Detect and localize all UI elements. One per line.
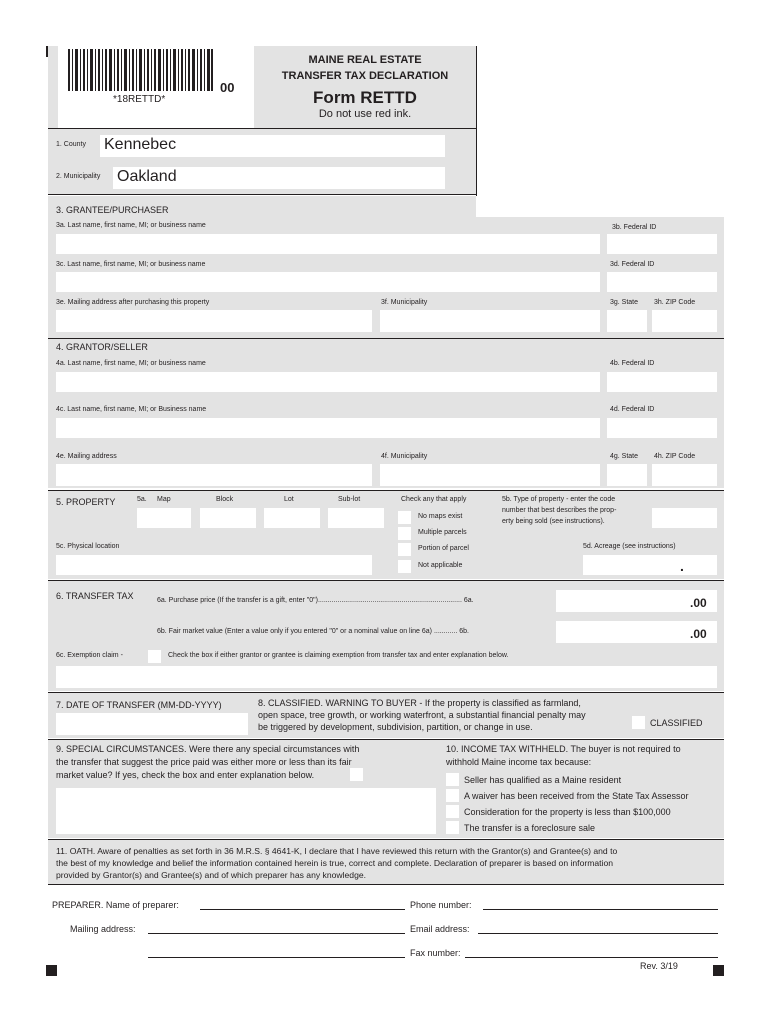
- grantee-zip-label: 3h. ZIP Code: [654, 299, 696, 306]
- header-divider: [48, 128, 476, 129]
- municipality-value: Oakland: [117, 168, 177, 185]
- grantee-fed1-label: 3b. Federal ID: [612, 224, 657, 231]
- oath-bottom-rule: [48, 884, 724, 885]
- special-line2: the transfer that suggest the price paid was either more or less than its fair: [56, 757, 352, 767]
- oath-line2: the best of my knowledge and belief the information contained herein is true, correct and complete. Declaration of preparer is based on information: [56, 858, 613, 868]
- exempt-label: 6c. Exemption claim -: [56, 652, 123, 659]
- grantor-heading: 4. GRANTOR/SELLER: [56, 342, 148, 352]
- title-line1: MAINE REAL ESTATE: [308, 54, 422, 66]
- grantor-name2-field[interactable]: [56, 418, 600, 438]
- resident-checkbox[interactable]: [446, 773, 459, 786]
- type-line1: 5b. Type of property - enter the code: [502, 496, 616, 503]
- not-applicable-checkbox[interactable]: [398, 560, 411, 573]
- revision: Rev. 3/19: [640, 961, 678, 971]
- waiver-label: A waiver has been received from the State Tax Assessor: [464, 791, 689, 801]
- sublot-label: Sub-lot: [338, 496, 361, 503]
- grantor-muni-label: 4f. Municipality: [381, 453, 428, 460]
- grantee-state-label: 3g. State: [610, 299, 639, 306]
- no-maps-label: No maps exist: [418, 513, 463, 520]
- grantee-muni-label: 3f. Municipality: [381, 299, 428, 306]
- no-maps-checkbox[interactable]: [398, 511, 411, 524]
- grantee-mail-field[interactable]: [56, 310, 372, 332]
- location-field[interactable]: [56, 555, 372, 575]
- classified-box-label: CLASSIFIED: [650, 718, 703, 728]
- date-transfer-label: 7. DATE OF TRANSFER (MM-DD-YYYY): [56, 700, 222, 710]
- exempt-text: Check the box if either grantor or grantee is claiming exemption from transfer tax and enter explanation below.: [168, 652, 509, 659]
- grantor-muni-field[interactable]: [380, 464, 600, 486]
- grantor-fed1-field[interactable]: [607, 372, 717, 392]
- grantor-state-label: 4g. State: [610, 453, 639, 460]
- exempt-checkbox[interactable]: [148, 650, 161, 663]
- resident-label: Seller has qualified as a Maine resident: [464, 775, 622, 785]
- portion-parcel-checkbox[interactable]: [398, 543, 411, 556]
- classified-checkbox[interactable]: [632, 716, 645, 729]
- grantee-fed2-label: 3d. Federal ID: [610, 261, 655, 268]
- form-name: Form RETTD: [313, 88, 417, 107]
- header-right-border: [476, 46, 477, 218]
- check-any-label: Check any that apply: [401, 496, 467, 503]
- title-line2: TRANSFER TAX DECLARATION: [281, 70, 449, 82]
- acreage-label: 5d. Acreage (see instructions): [583, 543, 676, 550]
- phone-label: Phone number:: [410, 900, 472, 910]
- special-line1: 9. SPECIAL CIRCUMSTANCES. Were there any special circumstances with: [56, 744, 360, 754]
- preparer-name-label: PREPARER. Name of preparer:: [52, 900, 179, 910]
- oath-line1: 11. OATH. Aware of penalties as set forth in 36 M.R.S. § 4641-K, I declare that I have reviewed this return with the Grantor(s) and Grantee(s) and to: [56, 846, 618, 856]
- barcode-icon: [68, 49, 213, 91]
- transfer-tax-heading: 6. TRANSFER TAX: [56, 591, 134, 601]
- grantee-name2-field[interactable]: [56, 272, 600, 292]
- grantor-fed1-label: 4b. Federal ID: [610, 360, 655, 367]
- consideration-checkbox[interactable]: [446, 805, 459, 818]
- not-applicable-label: Not applicable: [418, 562, 463, 569]
- acreage-dot: .: [680, 558, 684, 574]
- block-field[interactable]: [200, 508, 256, 528]
- grantor-mail-label: 4e. Mailing address: [56, 453, 117, 460]
- location-label: 5c. Physical location: [56, 543, 120, 550]
- fax-line[interactable]: [465, 957, 718, 958]
- purchase-price-label: 6a. Purchase price (If the transfer is a gift, enter "0").......................................................................... 6a.: [157, 597, 474, 604]
- map-prefix: 5a.: [137, 496, 147, 503]
- income-line1: 10. INCOME TAX WITHHELD. The buyer is not required to: [446, 744, 681, 754]
- grantor-mail-field[interactable]: [56, 464, 372, 486]
- grantor-name1-label: 4a. Last name, first name, MI; or business name: [56, 360, 206, 367]
- grantee-heading: 3. GRANTEE/PURCHASER: [56, 205, 169, 215]
- fmv-label: 6b. Fair market value (Enter a value only if you entered "0" or a nominal value on line 6a) ............ 6b.: [157, 628, 469, 635]
- grantee-mail-label: 3e. Mailing address after purchasing this property: [56, 299, 210, 306]
- property-heading: 5. PROPERTY: [56, 497, 116, 507]
- special-checkbox[interactable]: [350, 768, 363, 781]
- preparer-mail-line2[interactable]: [148, 957, 405, 958]
- header-bottom-rule: [48, 194, 476, 195]
- block-label: Block: [216, 496, 234, 503]
- oath-line3: provided by Grantor(s) and Grantee(s) and of which preparer has any knowledge.: [56, 870, 367, 880]
- preparer-mail-line[interactable]: [148, 933, 405, 934]
- grantor-zip-field[interactable]: [652, 464, 717, 486]
- classified-line3: be triggered by development, subdivision, partition, or change in use.: [258, 722, 533, 732]
- county-value: Kennebec: [104, 136, 177, 153]
- grantor-fed2-label: 4d. Federal ID: [610, 406, 655, 413]
- barcode-number: 00: [220, 80, 235, 95]
- special-explanation-field[interactable]: [56, 788, 436, 834]
- phone-line[interactable]: [483, 909, 718, 910]
- classified-line1: 8. CLASSIFIED. WARNING TO BUYER - If the property is classified as farmland,: [258, 698, 581, 708]
- grantee-name1-label: 3a. Last name, first name, MI; or business name: [56, 222, 206, 229]
- fmv-cents: .00: [690, 627, 707, 641]
- email-label: Email address:: [410, 924, 470, 934]
- acreage-field[interactable]: [583, 555, 717, 575]
- type-line2: number that best describes the prop-: [502, 507, 617, 514]
- ink-note: Do not use red ink.: [318, 108, 412, 120]
- corner-mark-bottom-left: [46, 965, 57, 976]
- consideration-label: Consideration for the property is less than $100,000: [464, 807, 671, 817]
- property-type-field[interactable]: [652, 508, 717, 528]
- foreclosure-label: The transfer is a foreclosure sale: [464, 823, 596, 833]
- special-line3: market value? If yes, check the box and enter explanation below.: [56, 770, 315, 780]
- income-line2: withhold Maine income tax because:: [446, 757, 592, 767]
- municipality-label: 2. Municipality: [56, 173, 101, 180]
- lot-field[interactable]: [264, 508, 320, 528]
- grantee-name1-field[interactable]: [56, 234, 600, 254]
- portion-parcel-label: Portion of parcel: [418, 545, 469, 552]
- grantee-muni-field[interactable]: [380, 310, 600, 332]
- county-label: 1. County: [56, 141, 86, 148]
- barcode-text: *18RETTD*: [113, 94, 166, 105]
- map-field[interactable]: [137, 508, 191, 528]
- map-label: Map: [157, 496, 171, 503]
- preparer-name-line[interactable]: [200, 909, 405, 910]
- grantee-zip-field[interactable]: [652, 310, 717, 332]
- waiver-checkbox[interactable]: [446, 789, 459, 802]
- preparer-mail-label: Mailing address:: [70, 924, 136, 934]
- purchase-cents: .00: [690, 596, 707, 610]
- date-transfer-field[interactable]: [56, 713, 248, 735]
- grantee-name2-label: 3c. Last name, first name, MI; or business name: [56, 261, 206, 268]
- foreclosure-checkbox[interactable]: [446, 821, 459, 834]
- grantee-state-field[interactable]: [607, 310, 647, 332]
- grantor-fed2-field[interactable]: [607, 418, 717, 438]
- exempt-explanation-field[interactable]: [56, 666, 717, 688]
- lot-label: Lot: [284, 496, 294, 503]
- type-line3: erty being sold (see instructions).: [502, 518, 605, 525]
- grantee-fed2-field[interactable]: [607, 272, 717, 292]
- grantor-name1-field[interactable]: [56, 372, 600, 392]
- classified-line2: open space, tree growth, or working waterfront, a substantial financial penalty may: [258, 710, 586, 720]
- sublot-field[interactable]: [328, 508, 384, 528]
- multiple-parcels-checkbox[interactable]: [398, 527, 411, 540]
- grantor-zip-label: 4h. ZIP Code: [654, 453, 696, 460]
- grantor-state-field[interactable]: [607, 464, 647, 486]
- corner-mark-bottom-right: [713, 965, 724, 976]
- grantee-fed1-field[interactable]: [607, 234, 717, 254]
- multiple-parcels-label: Multiple parcels: [418, 529, 467, 536]
- email-line[interactable]: [478, 933, 718, 934]
- fax-label: Fax number:: [410, 948, 461, 958]
- grantor-name2-label: 4c. Last name, first name, MI; or Business name: [56, 406, 207, 413]
